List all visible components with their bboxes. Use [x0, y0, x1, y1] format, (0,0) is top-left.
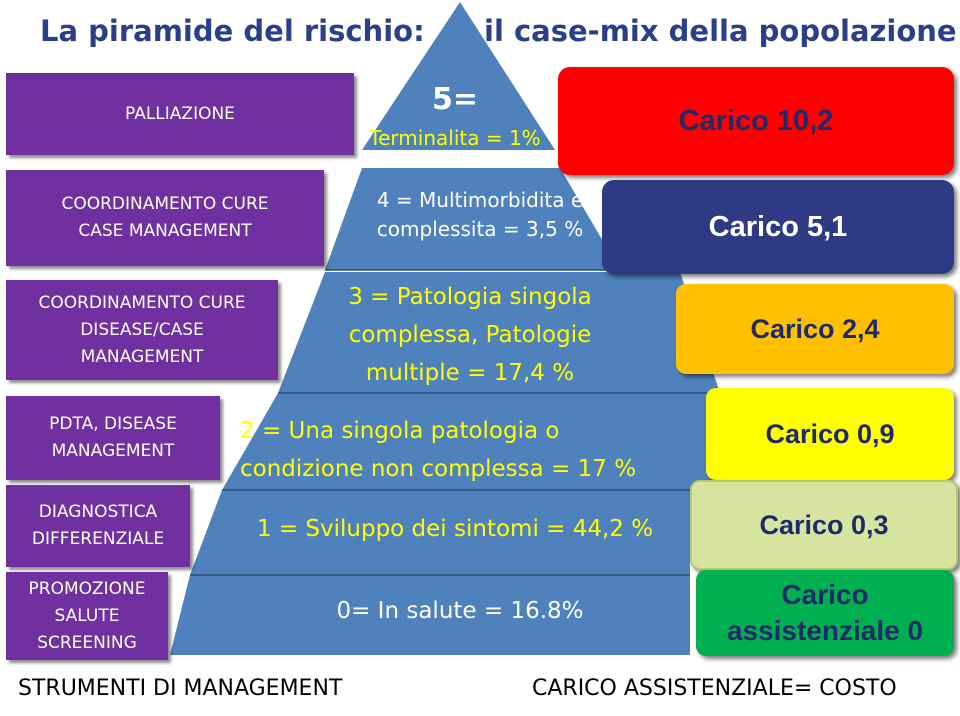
level-5-number: 5= — [431, 82, 478, 117]
level-4-text: 4 = Multimorbidita e complessita = 3,5 % — [376, 188, 584, 241]
tool-palliation: PALLIAZIONE — [6, 73, 354, 155]
level-1-text: 1 = Sviluppo dei sintomi = 44,2 % — [256, 516, 654, 542]
tool-pdta: PDTA, DISEASE MANAGEMENT — [6, 396, 220, 480]
level-5-text: Terminalita = 1% — [369, 126, 541, 150]
footer-left: STRUMENTI DI MANAGEMENT — [18, 676, 343, 701]
level-0-text: 0= In salute = 16.8% — [336, 598, 584, 624]
care-load-10-2: Carico 10,2 — [558, 67, 954, 175]
title-right: il case-mix della popolazione — [484, 14, 957, 48]
tool-disease-case-management: COORDINAMENTO CURE DISEASE/CASE MANAGEMENT — [6, 280, 278, 380]
care-load-2-4: Carico 2,4 — [676, 284, 954, 374]
care-load-0-9: Carico 0,9 — [706, 388, 954, 480]
level-3-text: 3 = Patologia singola complessa, Patologie multiple = 17,4 % — [348, 284, 592, 386]
tool-diagnostics: DIAGNOSTICA DIFFERENZIALE — [6, 485, 190, 567]
tool-case-management: COORDINAMENTO CURE CASE MANAGEMENT — [6, 170, 324, 266]
level-2-text: 2 = Una singola patologia o condizione non complessa = 17 % — [240, 418, 637, 482]
footer-right: CARICO ASSISTENZIALE= COSTO — [532, 676, 897, 701]
page-title — [0, 0, 960, 64]
care-load-5-1: Carico 5,1 — [602, 180, 954, 274]
care-load-0-3: Carico 0,3 — [690, 480, 958, 570]
care-load-0: Carico assistenziale 0 — [696, 570, 954, 656]
tool-prevention: PROMOZIONE SALUTE SCREENING — [6, 572, 168, 660]
title-left: La piramide del rischio: — [40, 14, 425, 48]
